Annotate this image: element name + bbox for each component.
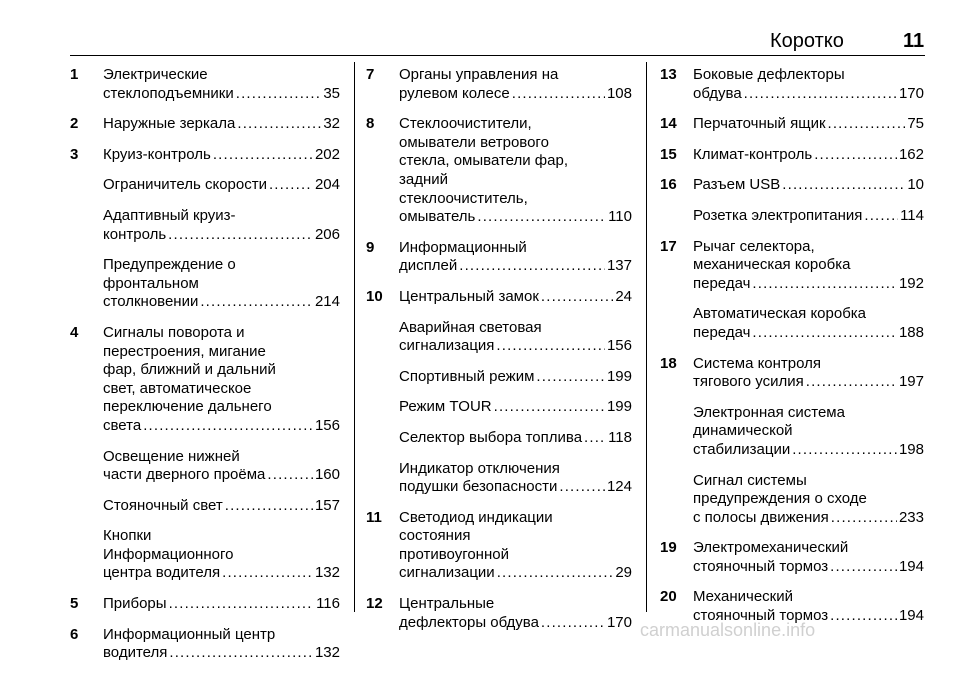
toc-entry: [70, 324, 340, 436]
dot-leader: [477, 208, 606, 227]
toc-entry: [70, 626, 340, 663]
toc-entry-text: Светодиод индикации: [399, 508, 553, 526]
toc-entry-text: Электромеханический: [693, 539, 849, 557]
toc-entry-page: 204: [314, 176, 340, 194]
toc-entry-title: контроль: [103, 225, 167, 243]
dot-leader: [806, 373, 897, 392]
toc-entry-title: Спортивный режим: [399, 367, 535, 385]
dot-leader: [541, 614, 605, 633]
toc-entry-title: сигнализации: [399, 564, 495, 582]
toc-entry: [660, 355, 924, 392]
toc-entry-text: динамической: [693, 422, 793, 440]
toc-entry-title: Ограничитель скорости: [103, 176, 267, 194]
toc-entry-text: Сигналы поворота и: [103, 323, 245, 341]
toc-entry-title: Разъем USB: [693, 176, 781, 194]
column-3: [660, 66, 924, 638]
toc-entry: [70, 595, 340, 614]
toc-entry-page: 35: [323, 84, 340, 102]
toc-entry-page: 10: [907, 176, 924, 194]
toc-entry-number: 11: [366, 508, 382, 526]
toc-entry: [366, 429, 632, 448]
toc-entry-page: 157: [314, 496, 340, 514]
toc-entry-title: Климат-контроль: [693, 145, 813, 163]
toc-entry-title: Режим TOUR: [399, 398, 492, 416]
toc-entry-text: стеклоочиститель,: [399, 189, 528, 207]
dot-leader: [828, 115, 906, 134]
toc-entry-title: дисплей: [399, 257, 458, 275]
toc-entry-text: Электрические: [103, 66, 208, 83]
toc-entry: [366, 319, 632, 356]
dot-leader: [225, 497, 313, 516]
dot-leader: [752, 275, 897, 294]
dot-leader: [168, 226, 313, 245]
toc-entry-title: стабилизации: [693, 440, 791, 458]
toc-entry-title: Приборы: [103, 595, 167, 613]
toc-entry: [70, 256, 340, 312]
toc-entry: [70, 448, 340, 485]
toc-entry-number: 16: [660, 176, 677, 194]
toc-entry-number: 2: [70, 115, 79, 133]
toc-entry-title: передач: [693, 274, 751, 292]
toc-entry-page: 199: [606, 398, 632, 416]
toc-entry-page: 156: [606, 337, 632, 355]
dot-leader: [831, 509, 897, 528]
toc-entry: [70, 176, 340, 195]
column-divider-1: [354, 62, 355, 612]
header-rule: [70, 55, 925, 56]
toc-entry-title: Розетка электропитания: [693, 206, 863, 224]
toc-entry-text: Механический: [693, 588, 793, 606]
dot-leader: [536, 368, 605, 387]
toc-entry-title: столкновении: [103, 293, 199, 311]
toc-entry: [660, 238, 924, 294]
toc-entry-text: Рычаг селектора,: [693, 237, 815, 255]
toc-entry-page: 108: [606, 84, 632, 102]
dot-leader: [169, 644, 313, 663]
toc-entry-page: 137: [606, 257, 632, 275]
toc-entry-number: 20: [660, 588, 677, 606]
dot-leader: [830, 607, 897, 626]
toc-entry-text: Освещение нижней: [103, 447, 240, 465]
toc-entry-title: подушки безопасности: [399, 478, 558, 496]
toc-entry-page: 233: [898, 508, 924, 526]
dot-leader: [752, 324, 897, 343]
toc-entry: [70, 115, 340, 134]
toc-entry-number: 6: [70, 625, 79, 643]
toc-entry: [70, 527, 340, 583]
toc-entry-title: Стояночный свет: [103, 496, 223, 514]
toc-entry: [366, 66, 632, 103]
toc-entry-page: 160: [314, 466, 340, 484]
dot-leader: [559, 478, 605, 497]
toc-entry: [70, 207, 340, 244]
toc-entry-text: свет, автоматическое: [103, 379, 252, 397]
toc-entry: [366, 368, 632, 387]
toc-entry-page: 75: [907, 115, 924, 133]
dot-leader: [267, 466, 313, 485]
toc-entry-page: 116: [316, 595, 340, 613]
toc-entry: [660, 207, 924, 226]
dot-leader: [864, 207, 898, 226]
toc-entry-number: 5: [70, 595, 79, 613]
toc-entry-title: омыватель: [399, 208, 476, 226]
toc-entry: [366, 115, 632, 227]
toc-entry-title: с полосы движения: [693, 508, 829, 526]
toc-entry: [70, 66, 340, 103]
toc-entry-text: Предупреждение о: [103, 256, 236, 274]
toc-entry-text: перестроения, мигание: [103, 342, 266, 360]
dot-leader: [744, 85, 897, 104]
toc-entry-text: омыватели ветрового: [399, 133, 549, 151]
toc-entry: [660, 472, 924, 528]
toc-entry-text: задний: [399, 170, 449, 188]
toc-entry: [366, 288, 632, 307]
toc-entry-title: стояночный тормоз: [693, 607, 829, 625]
dot-leader: [459, 257, 605, 276]
toc-entry-text: механическая коробка: [693, 256, 851, 274]
toc-entry-text: Стеклоочистители,: [399, 115, 532, 133]
dot-leader: [814, 146, 897, 165]
toc-entry: [660, 305, 924, 342]
toc-entry-text: Адаптивный круиз-: [103, 206, 236, 224]
dot-leader: [213, 146, 313, 165]
toc-entry-text: фар, ближний и дальний: [103, 361, 276, 379]
toc-entry-text: Информационный: [399, 238, 527, 256]
toc-entry-text: состояния: [399, 527, 471, 545]
toc-entry: [366, 509, 632, 583]
toc-entry-number: 15: [660, 145, 677, 163]
toc-entry-text: Органы управления на: [399, 66, 559, 83]
toc-entry-number: 1: [70, 66, 79, 83]
toc-entry-page: 156: [314, 416, 340, 434]
dot-leader: [830, 558, 897, 577]
toc-entry-text: фронтальном: [103, 274, 199, 292]
toc-entry-number: 14: [660, 115, 677, 133]
toc-entry: [660, 146, 924, 165]
toc-entry-page: 170: [606, 613, 632, 631]
toc-entry-page: 32: [323, 115, 340, 133]
toc-entry-page: 118: [608, 428, 632, 446]
toc-entry: [366, 460, 632, 497]
toc-entry-number: 7: [366, 66, 375, 83]
dot-leader: [269, 176, 313, 195]
toc-entry-text: переключение дальнего: [103, 398, 272, 416]
toc-entry: [70, 497, 340, 516]
toc-entry-title: дефлекторы обдува: [399, 613, 539, 631]
toc-entry: [660, 539, 924, 576]
dot-leader: [782, 176, 905, 195]
toc-entry: [660, 176, 924, 195]
toc-entry-page: 198: [898, 440, 924, 458]
toc-entry: [660, 66, 924, 103]
toc-entry: [660, 404, 924, 460]
dot-leader: [200, 293, 313, 312]
toc-entry-page: 132: [314, 644, 340, 662]
toc-entry-page: 132: [314, 564, 340, 582]
toc-entry-number: 12: [366, 595, 383, 613]
toc-entry-page: 214: [314, 293, 340, 311]
toc-entry-title: Центральный замок: [399, 287, 539, 305]
toc-entry-title: тягового усилия: [693, 373, 804, 391]
toc-entry-number: 13: [660, 66, 677, 83]
toc-entry-text: Боковые дефлекторы: [693, 66, 845, 83]
toc-entry-number: 10: [366, 287, 383, 305]
toc-entry-page: 114: [900, 206, 924, 224]
toc-entry: [70, 146, 340, 165]
toc-entry-number: 4: [70, 323, 79, 341]
dot-leader: [792, 441, 897, 460]
toc-entry-page: 194: [898, 607, 924, 625]
dot-leader: [236, 85, 322, 104]
toc-entry-page: 192: [898, 274, 924, 292]
toc-entry-number: 19: [660, 539, 677, 557]
toc-entry-title: Селектор выбора топлива: [399, 428, 583, 446]
toc-entry-title: света: [103, 416, 142, 434]
page-number: 11: [903, 30, 925, 52]
toc-entry-title: центра водителя: [103, 564, 221, 582]
toc-entry-text: Центральные: [399, 595, 495, 613]
dot-leader: [169, 595, 315, 614]
dot-leader: [584, 429, 606, 448]
toc-entry-text: Информационного: [103, 545, 234, 563]
dot-leader: [541, 288, 613, 307]
toc-entry-page: 110: [608, 208, 632, 226]
toc-entry-page: 188: [898, 323, 924, 341]
toc-entry-number: 8: [366, 115, 375, 133]
toc-entry-text: стекла, омыватели фар,: [399, 152, 568, 170]
toc-entry-title: водителя: [103, 644, 168, 662]
toc-entry-text: Кнопки: [103, 527, 152, 545]
dot-leader: [143, 417, 313, 436]
column-1: [70, 66, 340, 675]
toc-entry-page: 124: [606, 478, 632, 496]
toc-entry-text: противоугонной: [399, 545, 509, 563]
toc-entry-text: предупреждения о сходе: [693, 490, 867, 508]
toc-entry-text: Автоматическая коробка: [693, 305, 867, 323]
toc-entry-page: 24: [615, 287, 632, 305]
toc-entry-page: 199: [606, 367, 632, 385]
toc-entry-page: 29: [615, 564, 632, 582]
toc-entry: [660, 115, 924, 134]
dot-leader: [497, 564, 614, 583]
toc-entry: [366, 595, 632, 632]
toc-entry-title: части дверного проёма: [103, 466, 266, 484]
column-2: [366, 66, 632, 644]
dot-leader: [494, 398, 605, 417]
toc-entry-title: рулевом колесе: [399, 84, 510, 102]
toc-entry-title: Круиз-контроль: [103, 145, 211, 163]
toc-entry-number: 18: [660, 354, 677, 372]
dot-leader: [512, 85, 605, 104]
toc-entry-page: 194: [898, 557, 924, 575]
toc-entry-text: Система контроля: [693, 354, 822, 372]
column-divider-2: [646, 62, 647, 612]
toc-entry-number: 9: [366, 238, 375, 256]
toc-entry-text: Электронная система: [693, 403, 845, 421]
watermark: carmanualsonline.info: [640, 620, 816, 640]
toc-entry-title: Перчаточный ящик: [693, 115, 826, 133]
dot-leader: [222, 564, 313, 583]
toc-entry-text: Аварийная световая: [399, 318, 542, 336]
dot-leader: [496, 337, 605, 356]
toc-entry-number: 17: [660, 237, 677, 255]
toc-entry-text: Сигнал системы: [693, 471, 807, 489]
toc-entry-page: 202: [314, 145, 340, 163]
dot-leader: [237, 115, 321, 134]
toc-entry: [366, 239, 632, 276]
toc-entry-title: сигнализация: [399, 337, 495, 355]
toc-entry-title: передач: [693, 323, 751, 341]
toc-entry-title: стояночный тормоз: [693, 557, 829, 575]
toc-entry-title: стеклоподъемники: [103, 84, 234, 102]
toc-entry-page: 162: [898, 145, 924, 163]
toc-entry: [366, 398, 632, 417]
toc-entry-title: Наружные зеркала: [103, 115, 236, 133]
toc-entry-page: 197: [898, 373, 924, 391]
toc-entry-text: Информационный центр: [103, 625, 276, 643]
toc-entry-page: 206: [314, 225, 340, 243]
toc-entry-title: обдува: [693, 84, 742, 102]
toc-entry-text: Индикатор отключения: [399, 459, 560, 477]
toc-entry-number: 3: [70, 145, 79, 163]
page-title: Коротко: [770, 30, 844, 52]
toc-entry-page: 170: [898, 84, 924, 102]
